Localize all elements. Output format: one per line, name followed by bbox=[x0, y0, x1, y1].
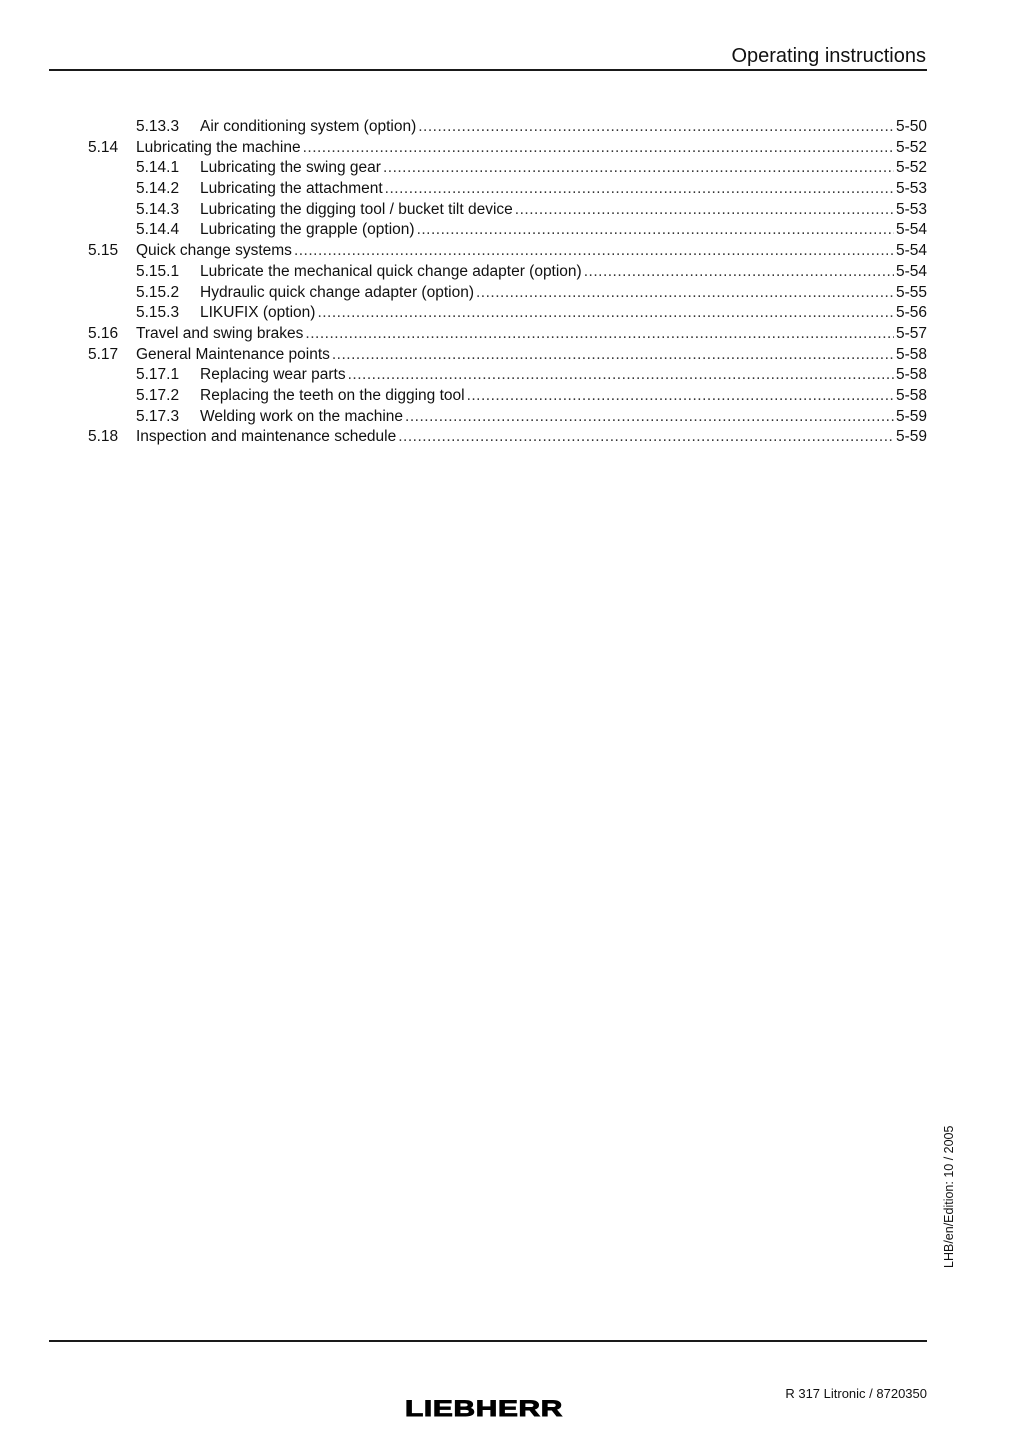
toc-entry-label: Hydraulic quick change adapter (option) bbox=[200, 283, 474, 301]
toc-dot-leader bbox=[584, 262, 894, 283]
toc-entry-line bbox=[200, 283, 927, 304]
toc-dot-leader bbox=[385, 179, 894, 200]
toc-dot-leader bbox=[405, 407, 894, 428]
toc-dot-leader bbox=[332, 345, 894, 366]
toc-entry-line bbox=[136, 345, 927, 366]
document-reference: R 317 Litronic / 8720350 bbox=[785, 1386, 927, 1401]
toc-entry-label: Lubricating the machine bbox=[136, 138, 301, 156]
toc-entry-number: 5.15 bbox=[88, 242, 119, 260]
toc-dot-leader bbox=[418, 117, 894, 138]
header-rule bbox=[49, 69, 927, 71]
toc-entry-label: Lubricate the mechanical quick change adapter (option) bbox=[200, 262, 582, 280]
toc-entry-line bbox=[136, 241, 927, 262]
toc-entry[interactable] bbox=[88, 283, 927, 304]
toc-entry-line bbox=[200, 179, 927, 200]
toc-entry-number: 5.14 bbox=[88, 138, 119, 156]
toc-entry-page: 5-58 bbox=[895, 345, 927, 363]
toc-entry-page: 5-58 bbox=[895, 386, 927, 404]
toc-entry-number: 5.14.1 bbox=[136, 159, 180, 177]
toc-entry[interactable] bbox=[88, 158, 927, 179]
toc-entry-line bbox=[136, 324, 927, 345]
toc-entry-number: 5.14.3 bbox=[136, 200, 180, 218]
toc-entry[interactable] bbox=[88, 138, 927, 159]
toc-entry-number: 5.15.2 bbox=[136, 283, 180, 301]
toc-entry-label: LIKUFIX (option) bbox=[200, 304, 316, 322]
toc-entry-line bbox=[200, 303, 927, 324]
toc-entry-line bbox=[200, 262, 927, 283]
toc-entry-page: 5-52 bbox=[895, 159, 927, 177]
toc-entry-line bbox=[200, 386, 927, 407]
toc-entry-line bbox=[136, 138, 927, 159]
toc-entry-line bbox=[200, 200, 927, 221]
toc-entry-label: Travel and swing brakes bbox=[136, 324, 304, 342]
toc-entry-label: General Maintenance points bbox=[136, 345, 330, 363]
toc-entry[interactable] bbox=[88, 324, 927, 345]
liebherr-logo bbox=[404, 1398, 564, 1418]
toc-entry[interactable] bbox=[88, 365, 927, 386]
toc-entry-number: 5.17.1 bbox=[136, 366, 180, 384]
toc-entry-number: 5.16 bbox=[88, 324, 119, 342]
toc-entry-label: Replacing the teeth on the digging tool bbox=[200, 386, 465, 404]
toc-dot-leader bbox=[383, 158, 894, 179]
toc-entry-number: 5.14.2 bbox=[136, 180, 180, 198]
toc-entry-page: 5-54 bbox=[895, 262, 927, 280]
toc-entry-page: 5-53 bbox=[895, 200, 927, 218]
toc-entry-page: 5-53 bbox=[895, 180, 927, 198]
toc-entry[interactable] bbox=[88, 200, 927, 221]
toc-entry-line bbox=[200, 220, 927, 241]
toc-entry-line bbox=[200, 117, 927, 138]
toc-entry[interactable] bbox=[88, 427, 927, 448]
toc-entry-number: 5.17 bbox=[88, 345, 119, 363]
toc-entry-page: 5-59 bbox=[895, 407, 927, 425]
toc-entry-line bbox=[136, 427, 927, 448]
svg-text:LIEBHERR: LIEBHERR bbox=[405, 1398, 563, 1418]
toc-entry-number: 5.17.2 bbox=[136, 386, 180, 404]
toc-dot-leader bbox=[303, 138, 894, 159]
toc-dot-leader bbox=[417, 220, 894, 241]
toc-entry[interactable] bbox=[88, 407, 927, 428]
toc-entry-page: 5-54 bbox=[895, 242, 927, 260]
toc-entry-label: Lubricating the attachment bbox=[200, 180, 383, 198]
toc-entry-line bbox=[200, 407, 927, 428]
toc-entry-label: Lubricating the grapple (option) bbox=[200, 221, 415, 239]
toc-entry-label: Lubricating the digging tool / bucket tilt device bbox=[200, 200, 513, 218]
toc-entry-number: 5.15.3 bbox=[136, 304, 180, 322]
toc-entry[interactable] bbox=[88, 179, 927, 200]
toc-entry-line bbox=[200, 158, 927, 179]
toc-dot-leader bbox=[294, 241, 894, 262]
toc-entry-page: 5-57 bbox=[895, 324, 927, 342]
toc-entry-number: 5.14.4 bbox=[136, 221, 180, 239]
toc-entry-label: Lubricating the swing gear bbox=[200, 159, 381, 177]
toc-entry-number: 5.17.3 bbox=[136, 407, 180, 425]
toc-dot-leader bbox=[317, 303, 894, 324]
toc-entry-label: Quick change systems bbox=[136, 242, 292, 260]
toc-entry[interactable] bbox=[88, 241, 927, 262]
toc-entry-page: 5-55 bbox=[895, 283, 927, 301]
toc-entry-page: 5-54 bbox=[895, 221, 927, 239]
toc-entry-label: Welding work on the machine bbox=[200, 407, 404, 425]
toc-entry-number: 5.18 bbox=[88, 428, 119, 446]
toc-entry[interactable] bbox=[88, 345, 927, 366]
toc-dot-leader bbox=[467, 386, 894, 407]
toc-entry-label: Inspection and maintenance schedule bbox=[136, 428, 397, 446]
toc-dot-leader bbox=[476, 283, 894, 304]
page-title: Operating instructions bbox=[731, 45, 926, 67]
toc-entry-page: 5-56 bbox=[895, 304, 927, 322]
toc-dot-leader bbox=[305, 324, 894, 345]
toc-entry[interactable] bbox=[88, 386, 927, 407]
toc-entry-number: 5.13.3 bbox=[136, 118, 180, 135]
table-of-contents bbox=[88, 117, 927, 448]
toc-entry-page: 5-58 bbox=[895, 366, 927, 384]
toc-entry[interactable] bbox=[88, 262, 927, 283]
toc-entry-label: Replacing wear parts bbox=[200, 366, 346, 384]
toc-dot-leader bbox=[348, 365, 894, 386]
toc-dot-leader bbox=[515, 200, 894, 221]
toc-entry-line bbox=[200, 365, 927, 386]
toc-entry-label: Air conditioning system (option) bbox=[200, 118, 417, 135]
toc-entry[interactable] bbox=[88, 220, 927, 241]
toc-entry-number: 5.15.1 bbox=[136, 262, 180, 280]
toc-entry[interactable] bbox=[88, 117, 927, 138]
toc-dot-leader bbox=[398, 427, 894, 448]
toc-entry-page: 5-50 bbox=[895, 118, 927, 135]
toc-entry[interactable] bbox=[88, 303, 927, 324]
footer-rule bbox=[49, 1340, 927, 1342]
toc-entry-page: 5-59 bbox=[895, 428, 927, 446]
toc-entry-page: 5-52 bbox=[895, 138, 927, 156]
edition-label: LHB/en/Edition: 10 / 2005 bbox=[942, 1125, 956, 1268]
